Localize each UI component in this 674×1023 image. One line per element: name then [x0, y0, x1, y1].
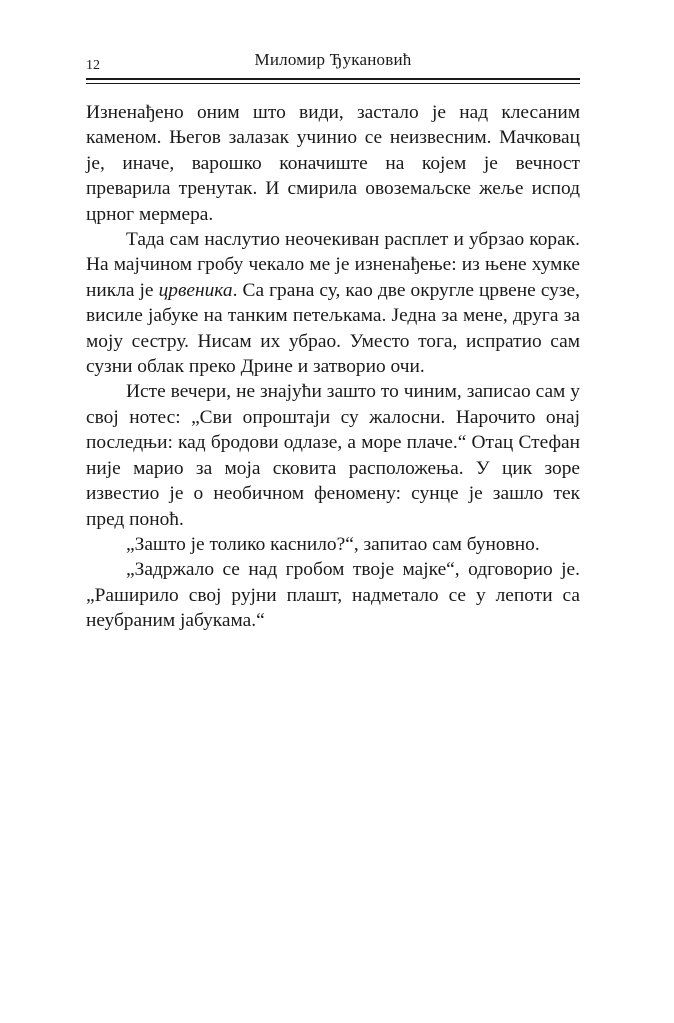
- header-rule-thin: [86, 83, 580, 84]
- paragraph-2: [86, 227, 580, 379]
- paragraph-2-before: Тада сам наслутио неочекиван расплет и убрзао корак. На мајчином гробу чекало ме је изненађење: из њене хумке никла је: [86, 229, 580, 301]
- header-rule-thick: [86, 78, 580, 80]
- paragraph-3: Исте вечери, не знајући зашто то чиним, записао сам у свој нотес: „Сви опроштаји су жалосни. Нарочито онај последњи: кад бродови одлазе, а море плаче.“ Отац Стефан није марио за моја сковита расположења. У цик зоре известио је о необичном феномену: сунце је зашло тек пред поноћ.: [86, 381, 580, 530]
- paragraph-5: „Задржало се над гробом твоје мајке“, одговорио је. „Раширило свој руjни плашт, надметало се у лепоти са неубраним јабукама.“: [86, 559, 580, 632]
- paragraph-4: „Зашто је толико каснило?“, запитао сам буновно.: [126, 533, 540, 555]
- page-number: 12: [86, 58, 100, 73]
- paragraph-1: Изненађено оним што види, застало је над клесаним каменом. Његов залазак учинио се неизвесним. Мачковац је, иначе, варошко коначиште на којем је вечност преварила тренутак. И смирила овоземаљске жеље испод црног мермера.: [86, 102, 580, 225]
- page-header: [86, 50, 580, 78]
- paragraph-2-emphasis: црвеника: [158, 279, 233, 301]
- running-title-author: Миломир Ђукановић: [254, 50, 412, 69]
- paragraph-2-after: . Са грана су, као две округле црвене сузе, висиле јабуке на танким петељкама. Једна за мене, друга за моју сестру. Нисам их убрао. Уместо тога, испратио сам сузни облак преко Дрине и затворио очи.: [86, 279, 580, 378]
- body-text: [86, 100, 580, 634]
